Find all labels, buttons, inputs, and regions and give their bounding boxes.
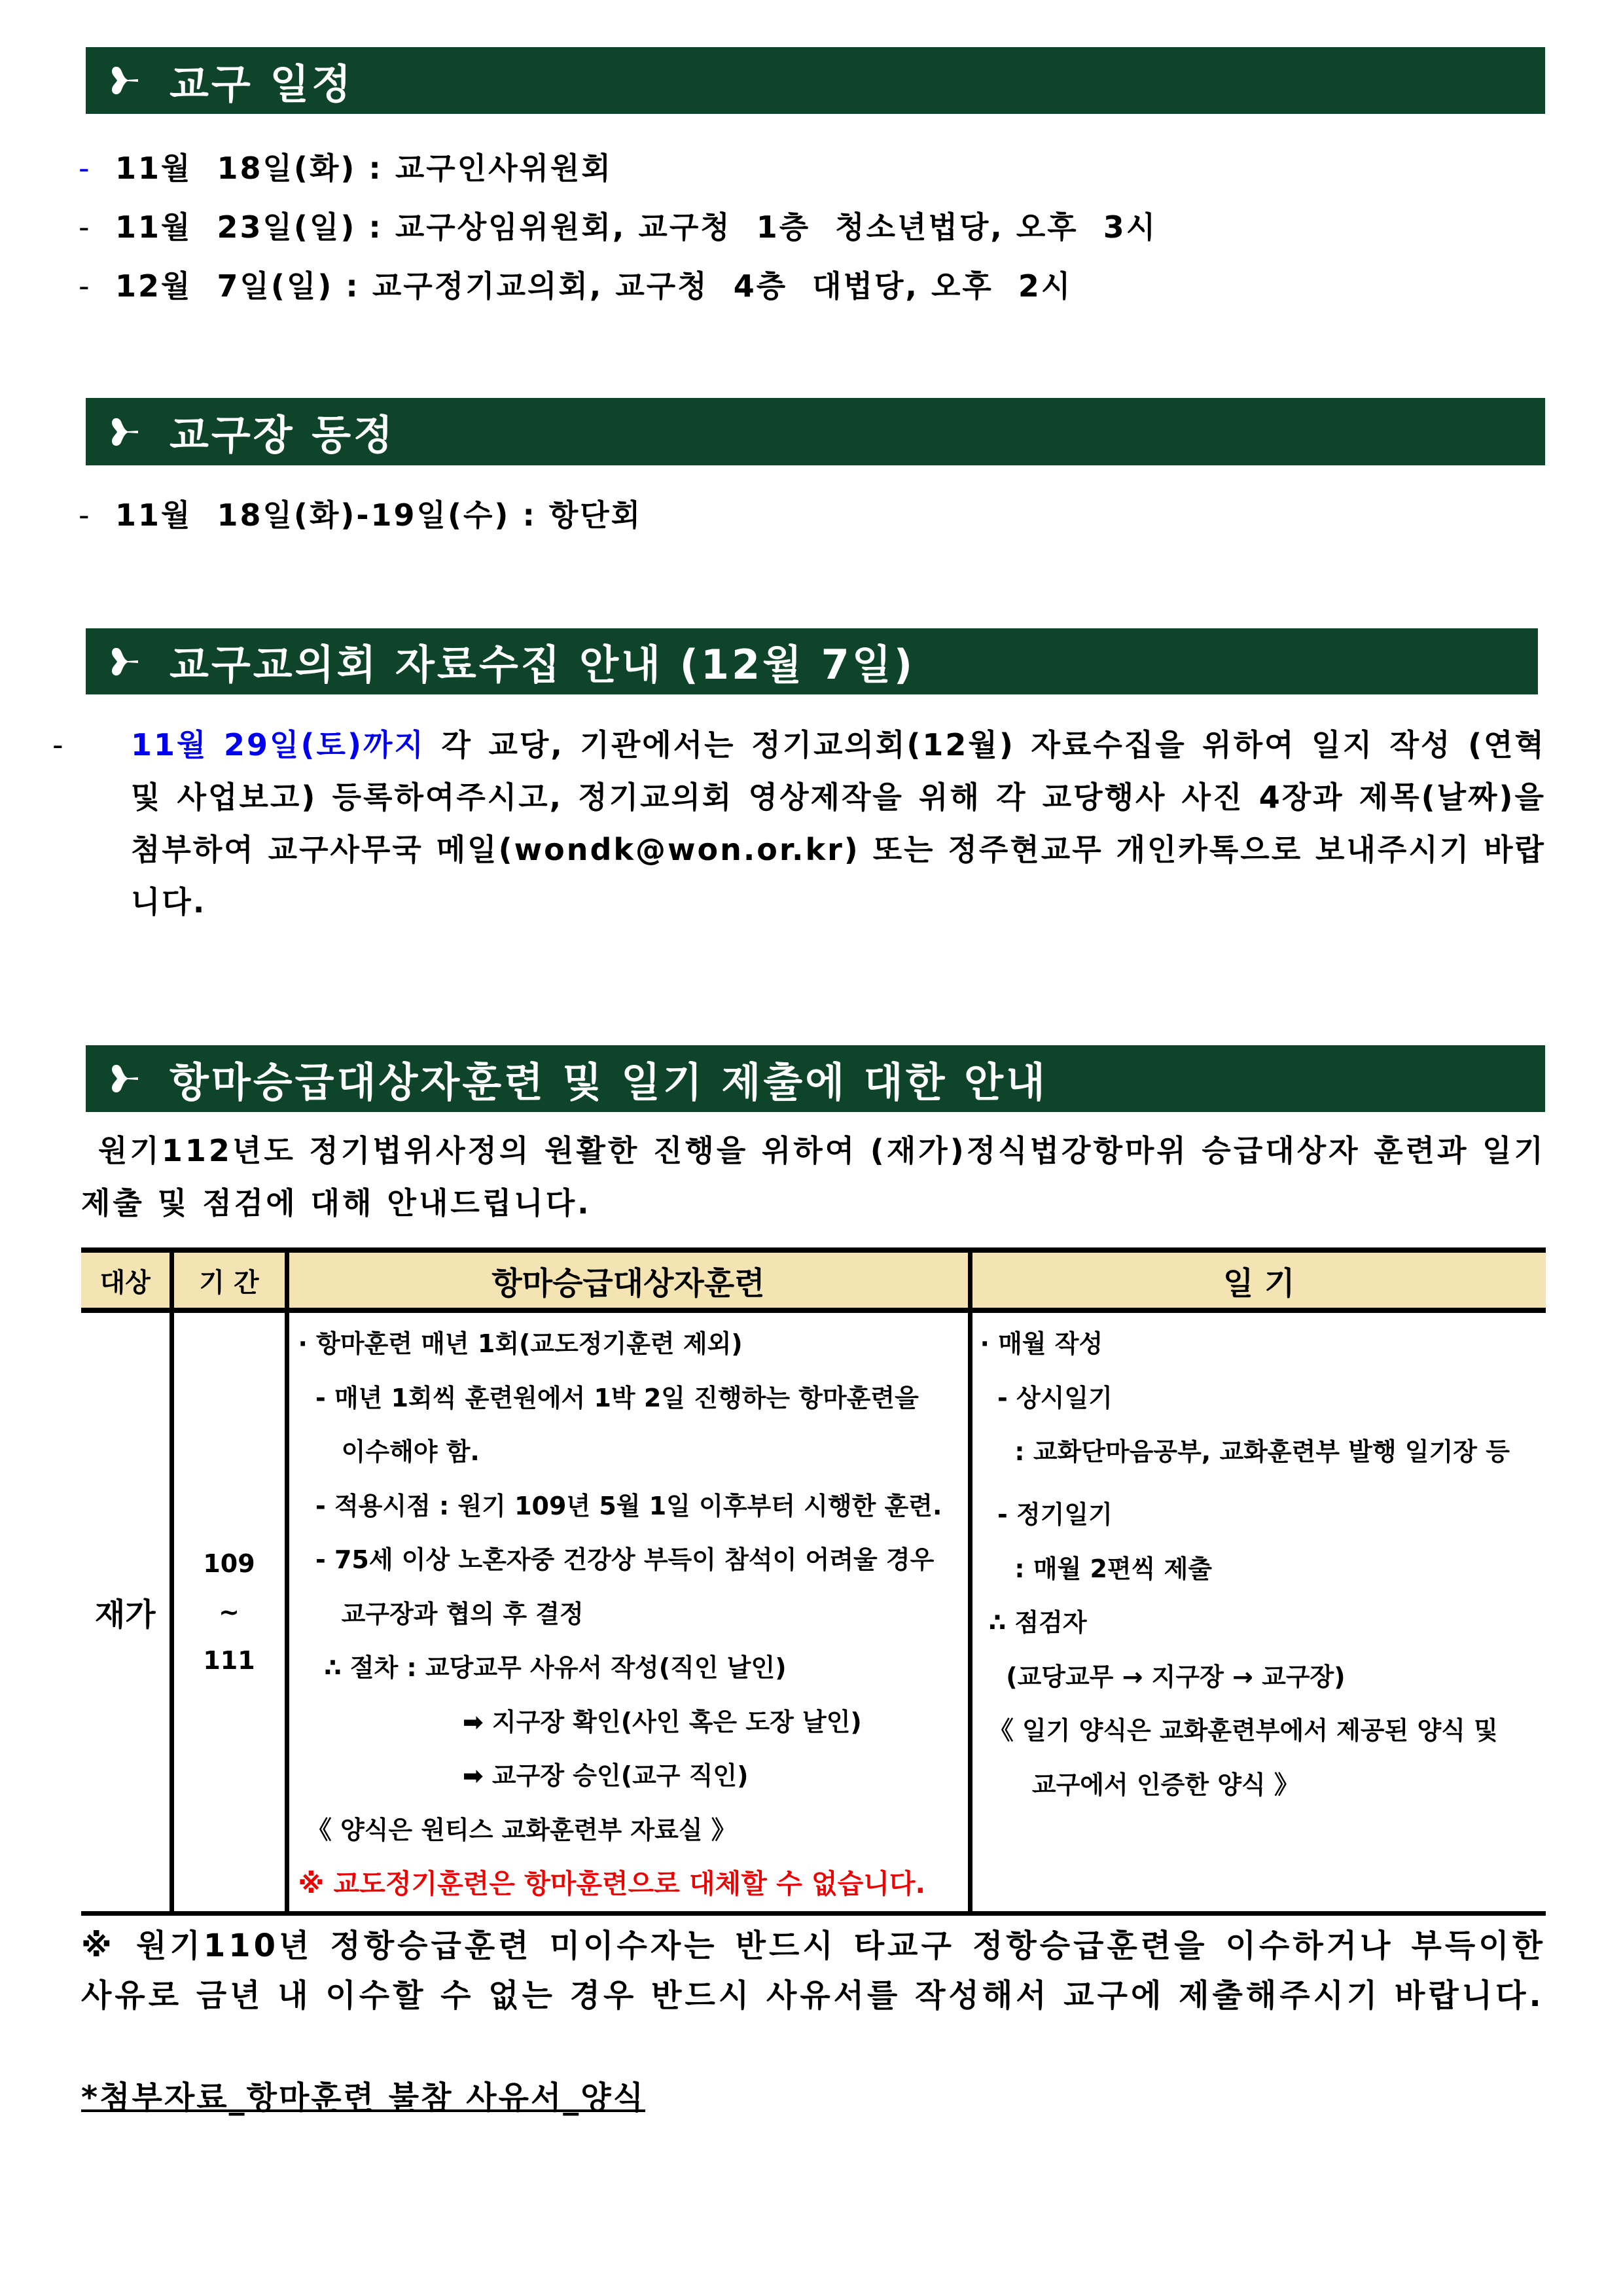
dash-bullet-icon: - — [79, 209, 92, 245]
column-header-target: 대상 — [81, 1250, 171, 1310]
cell-period: 109 ~ 111 — [171, 1310, 287, 1913]
dash-bullet-icon: - — [79, 497, 92, 533]
column-header-period: 기 간 — [171, 1250, 287, 1310]
section-title: 교구교의회 자료수집 안내 (12월 7일) — [169, 641, 916, 689]
heart-bullet-icon — [108, 1062, 142, 1096]
head-activities-list — [79, 486, 642, 545]
council-materials-paragraph — [52, 719, 1546, 928]
list-item: - 11월 23일(일) : 교구상임위원회, 교구청 1층 청소년법당, 오후 3시 — [79, 198, 1157, 257]
cell-target: 재가 — [81, 1310, 171, 1913]
heart-bullet-icon — [108, 645, 142, 679]
section-header-head-activities — [86, 398, 1545, 465]
training-intro: 원기112년도 정기법위사정의 원활한 진행을 위하여 (재가)정식법강항마위 승급대상자 훈련과 일기 제출 및 점검에 대해 안내드립니다. — [81, 1133, 1546, 1221]
dash-bullet-icon: - — [79, 151, 92, 186]
cell-diary-details: · 매월 작성 - 상시일기 : 교화단마음공부, 교화훈련부 발행 일기장 등 - 정기일기 : 매월 2편씩 제출 ∴ 점검자 (교당교무 → 지구장 → 교구장) 《 일기 양식은 교화훈련부에서 제공된 양식 및 교구에서 인증한 양식 》 — [970, 1310, 1546, 1913]
section-title: 교구장 동정 — [169, 411, 396, 459]
paragraph-body: 각 교당, 기관에서는 정기교의회(12월) 자료수집을 위하여 일지 작성 (연혁 및 사업보고) 등록하여주시고, 정기교의회 영상제작을 위해 각 교당행사 사진 4장과 제목(날짜)을 첨부하여 교구사무국 메일(wondk@won.or.kr) 또는 정주현교무 개인카톡으로 보내주시기 바랍니다. — [131, 727, 1546, 920]
section-title: 교구 일정 — [169, 60, 354, 108]
cell-training-details: · 항마훈련 매년 1회(교도정기훈련 제외) - 매년 1회씩 훈련원에서 1박 2일 진행하는 항마훈련을 이수해야 함. - 적용시점 : 원기 109년 5월 1일 이후부터 시행한 훈련. - 75세 이상 노혼자중 건강상 부득이 참석이 어려울 경우 교구장과 협의 후 결정 ∴ 절차 : 교당교무 사유서 작성(직인 날인) ➡ 지구장 확인(사인 혹은 도장 날인) ➡ 교구장 승인(교구 직인) 《 양식은 원티스 교화훈련부 자료실 》 ※ 교도정기훈련은 항마훈련으로 대체할 수 없습니다. — [287, 1310, 970, 1913]
dash-bullet-icon: - — [52, 727, 65, 762]
training-warning: ※ 교도정기훈련은 항마훈련으로 대체할 수 없습니다. — [298, 1868, 926, 1899]
column-header-training: 항마승급대상자훈련 — [287, 1250, 970, 1310]
section-title: 항마승급대상자훈련 및 일기 제출에 대한 안내 — [169, 1058, 1048, 1106]
schedule-list — [79, 139, 1157, 315]
table-row — [81, 1310, 1546, 1913]
attachment-link[interactable]: *첨부자료_항마훈련 불참 사유서_양식 — [81, 2079, 646, 2116]
dash-bullet-icon: - — [79, 268, 92, 304]
heart-bullet-icon — [108, 63, 142, 98]
section-header-council-materials — [86, 628, 1538, 694]
table-header-row — [81, 1250, 1546, 1310]
list-item: - 11월 18일(화) : 교구인사위원회 — [79, 139, 1157, 198]
deadline-highlight: 11월 29일(토)까지 — [131, 727, 425, 762]
section-header-training — [86, 1045, 1545, 1112]
training-table — [81, 1247, 1546, 1916]
list-item: - 12월 7일(일) : 교구정기교의회, 교구청 4층 대법당, 오후 2시 — [79, 257, 1157, 315]
column-header-diary: 일 기 — [970, 1250, 1546, 1310]
heart-bullet-icon — [108, 415, 142, 449]
list-item: - 11월 18일(화)-19일(수) : 항단회 — [79, 486, 642, 545]
training-note: ※ 원기110년 정항승급훈련 미이수자는 반드시 타교구 정항승급훈련을 이수하거나 부득이한 사유로 금년 내 이수할 수 없는 경우 반드시 사유서를 작성해서 교구에 제출해주시기 바랍니다. — [81, 1928, 1546, 2014]
section-header-schedule — [86, 47, 1545, 114]
